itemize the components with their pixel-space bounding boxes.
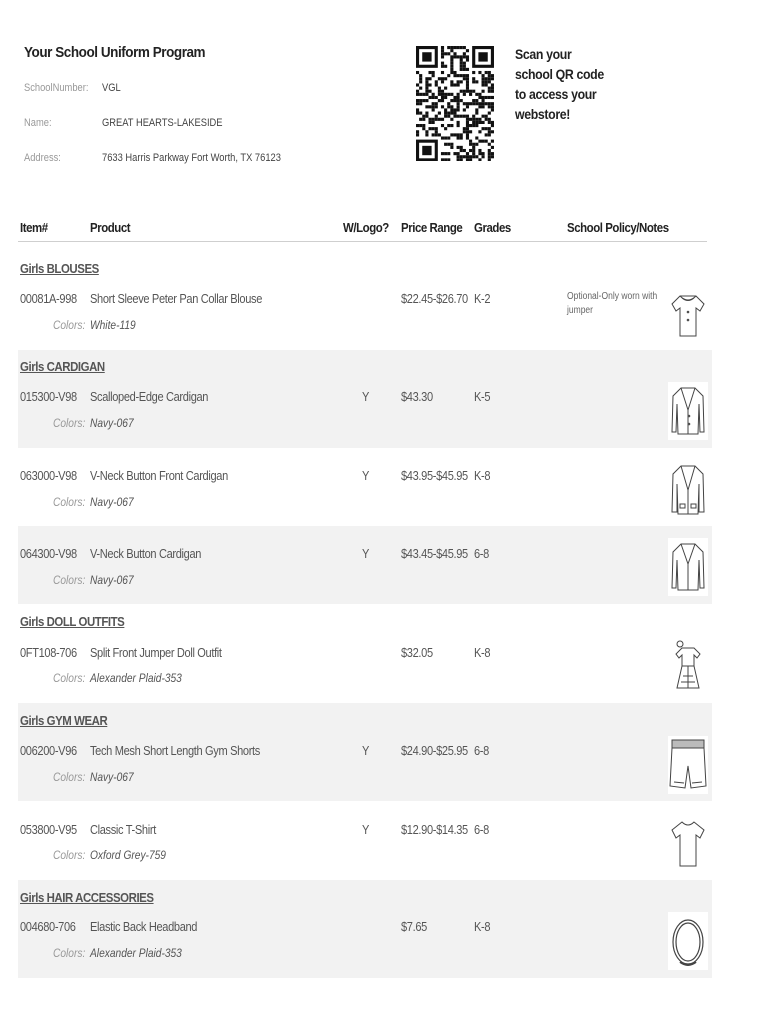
- category-heading[interactable]: Girls HAIR ACCESSORIES: [20, 890, 154, 905]
- grades: K-2: [474, 291, 491, 306]
- school-name-label: Name:: [24, 117, 52, 129]
- qr-instructions: [515, 44, 621, 124]
- tshirt-icon: [668, 814, 708, 872]
- price-range: $43.30: [401, 389, 433, 404]
- item-number: 00081A-998: [20, 291, 77, 306]
- qr-line: Scan your: [515, 46, 572, 62]
- cardigan-icon: [668, 382, 708, 440]
- colors-label: Colors:: [53, 573, 86, 587]
- product-name: V-Neck Button Cardigan: [90, 546, 202, 561]
- address-label: Address:: [24, 152, 61, 164]
- page-title: Your School Uniform Program: [24, 44, 206, 61]
- grades: K-8: [474, 919, 491, 934]
- color-value: Alexander Plaid-353: [90, 946, 182, 960]
- colors-label: Colors:: [53, 318, 86, 332]
- school-name-value: GREAT HEARTS-LAKESIDE: [102, 117, 223, 129]
- address-value: 7633 Harris Parkway Fort Worth, TX 76123: [102, 152, 281, 164]
- policy-note: Optional-Only worn with jumper: [567, 291, 658, 316]
- blouse-icon: [668, 284, 708, 342]
- logo-flag: Y: [362, 546, 370, 561]
- product-name: Scalloped-Edge Cardigan: [90, 389, 209, 404]
- grades: K-5: [474, 389, 491, 404]
- grades: K-8: [474, 468, 491, 483]
- price-range: $24.90-$25.95: [401, 743, 468, 758]
- color-value: Navy-067: [90, 770, 134, 784]
- qr-line: webstore!: [515, 106, 571, 122]
- item-number: 063000-V98: [20, 468, 77, 483]
- category-heading[interactable]: Girls BLOUSES: [20, 261, 99, 276]
- logo-flag: Y: [362, 743, 370, 758]
- product-name: Short Sleeve Peter Pan Collar Blouse: [90, 291, 263, 306]
- product-name: Split Front Jumper Doll Outfit: [90, 645, 222, 660]
- column-header-price: Price Range: [401, 220, 463, 235]
- logo-flag: Y: [362, 389, 370, 404]
- item-number: 004680-706: [20, 919, 76, 934]
- column-header-grades: Grades: [474, 220, 511, 235]
- item-number: 015300-V98: [20, 389, 77, 404]
- color-value: White-119: [90, 318, 136, 332]
- qr-code-icon[interactable]: [416, 46, 494, 164]
- color-value: Navy-067: [90, 416, 134, 430]
- cardigan-icon: [668, 538, 708, 596]
- color-value: Navy-067: [90, 495, 134, 509]
- color-value: Oxford Grey-759: [90, 848, 166, 862]
- category-heading[interactable]: Girls CARDIGAN: [20, 359, 105, 374]
- price-range: $12.90-$14.35: [401, 822, 468, 837]
- category-heading[interactable]: Girls DOLL OUTFITS: [20, 614, 125, 629]
- price-range: $22.45-$26.70: [401, 291, 468, 306]
- qr-line: to access your: [515, 86, 597, 102]
- colors-label: Colors:: [53, 848, 86, 862]
- price-range: $32.05: [401, 645, 433, 660]
- cardigan-icon: [668, 460, 708, 518]
- colors-label: Colors:: [53, 495, 86, 509]
- product-name: Tech Mesh Short Length Gym Shorts: [90, 743, 260, 758]
- grades: K-8: [474, 645, 491, 660]
- column-header-item: Item#: [20, 220, 48, 235]
- product-name: Classic T-Shirt: [90, 822, 156, 837]
- grades: 6-8: [474, 822, 489, 837]
- color-value: Alexander Plaid-353: [90, 671, 182, 685]
- grades: 6-8: [474, 743, 489, 758]
- item-number: 064300-V98: [20, 546, 77, 561]
- school-number-label: SchoolNumber:: [24, 82, 89, 94]
- grades: 6-8: [474, 546, 489, 561]
- colors-label: Colors:: [53, 946, 86, 960]
- item-number: 053800-V95: [20, 822, 77, 837]
- logo-flag: Y: [362, 468, 370, 483]
- color-value: Navy-067: [90, 573, 134, 587]
- category-heading[interactable]: Girls GYM WEAR: [20, 713, 108, 728]
- qr-line: school QR code: [515, 66, 604, 82]
- column-header-notes: School Policy/Notes: [567, 220, 669, 235]
- header-divider: [18, 241, 707, 242]
- product-name: Elastic Back Headband: [90, 919, 198, 934]
- price-range: $43.45-$45.95: [401, 546, 468, 561]
- product-name: V-Neck Button Front Cardigan: [90, 468, 228, 483]
- colors-label: Colors:: [53, 671, 86, 685]
- price-range: $43.95-$45.95: [401, 468, 468, 483]
- shorts-icon: [668, 736, 708, 794]
- school-number-value: VGL: [102, 82, 121, 94]
- headband-icon: [668, 912, 708, 970]
- item-number: 0FT108-706: [20, 645, 77, 660]
- price-range: $7.65: [401, 919, 427, 934]
- colors-label: Colors:: [53, 770, 86, 784]
- logo-flag: Y: [362, 822, 370, 837]
- item-number: 006200-V96: [20, 743, 77, 758]
- column-header-product: Product: [90, 220, 131, 235]
- column-header-logo: W/Logo?: [343, 220, 389, 235]
- colors-label: Colors:: [53, 416, 86, 430]
- row-band: [18, 526, 712, 604]
- doll-outfit-icon: [668, 636, 708, 694]
